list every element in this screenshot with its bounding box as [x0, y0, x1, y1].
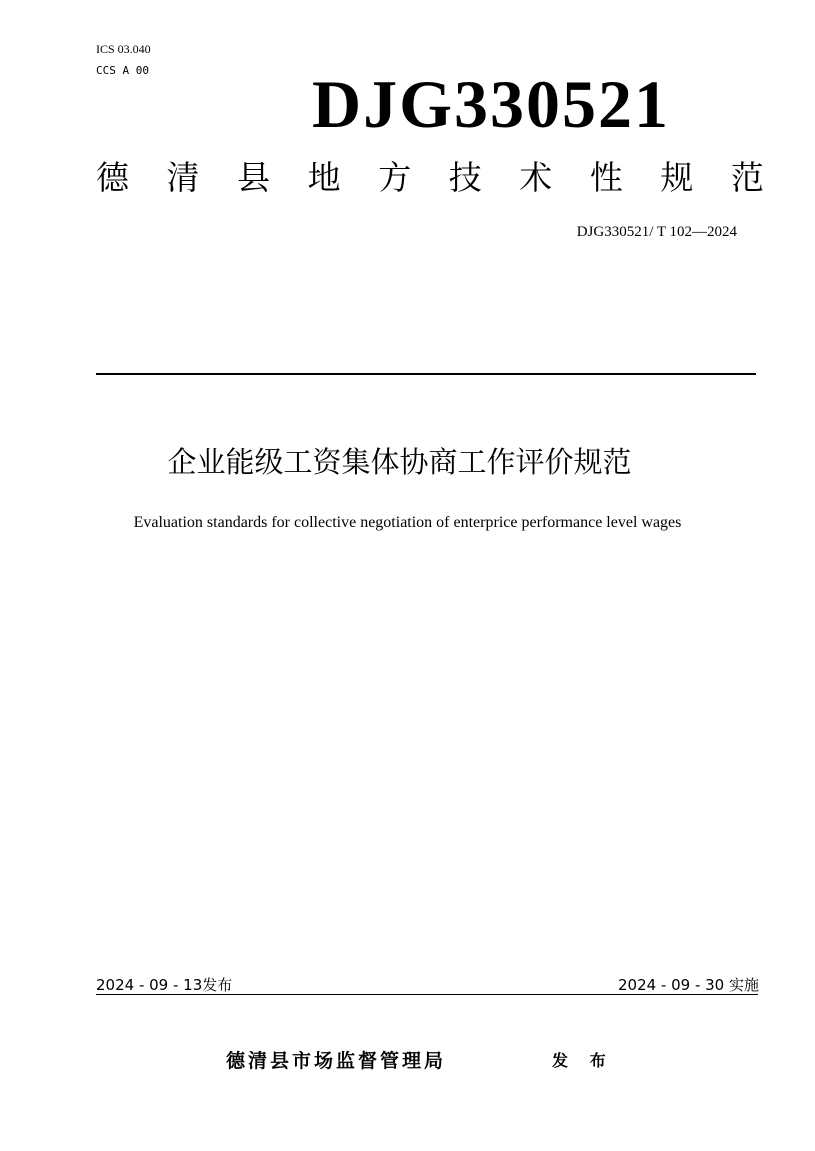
title-english-text: Evaluation standards for collective negotiation of enterprice performance level wages	[133, 514, 682, 531]
standard-series-title	[96, 156, 764, 200]
bottom-divider	[96, 994, 758, 995]
series-char: 性	[589, 158, 623, 197]
document-title-chinese	[0, 440, 815, 484]
document-title-english	[0, 512, 815, 534]
series-char: 术	[519, 158, 553, 197]
series-char: 技	[448, 158, 482, 197]
standard-code-heading: DJG330521	[312, 66, 670, 142]
series-char: 规	[660, 158, 694, 197]
top-divider	[96, 373, 756, 375]
series-char: 方	[378, 158, 412, 197]
series-char: 县	[237, 158, 271, 197]
issue-date: 2024 - 09 - 13发布	[96, 976, 233, 994]
series-char: 地	[307, 158, 341, 197]
standard-number: DJG330521/ T 102—2024	[576, 224, 737, 240]
issuing-authority: 德清县市场监督管理局	[226, 1050, 447, 1072]
series-char: 德	[96, 158, 129, 197]
title-chinese-text: 企业能级工资集体协商工作评价规范	[167, 445, 632, 479]
ics-code: ICS 03.040	[96, 42, 151, 56]
ccs-code: CCS A 00	[96, 64, 149, 77]
publish-label: 发 布	[552, 1051, 614, 1070]
implementation-date: 2024 - 09 - 30 实施	[617, 976, 759, 994]
series-char: 范	[730, 158, 764, 197]
series-char: 清	[166, 158, 200, 197]
